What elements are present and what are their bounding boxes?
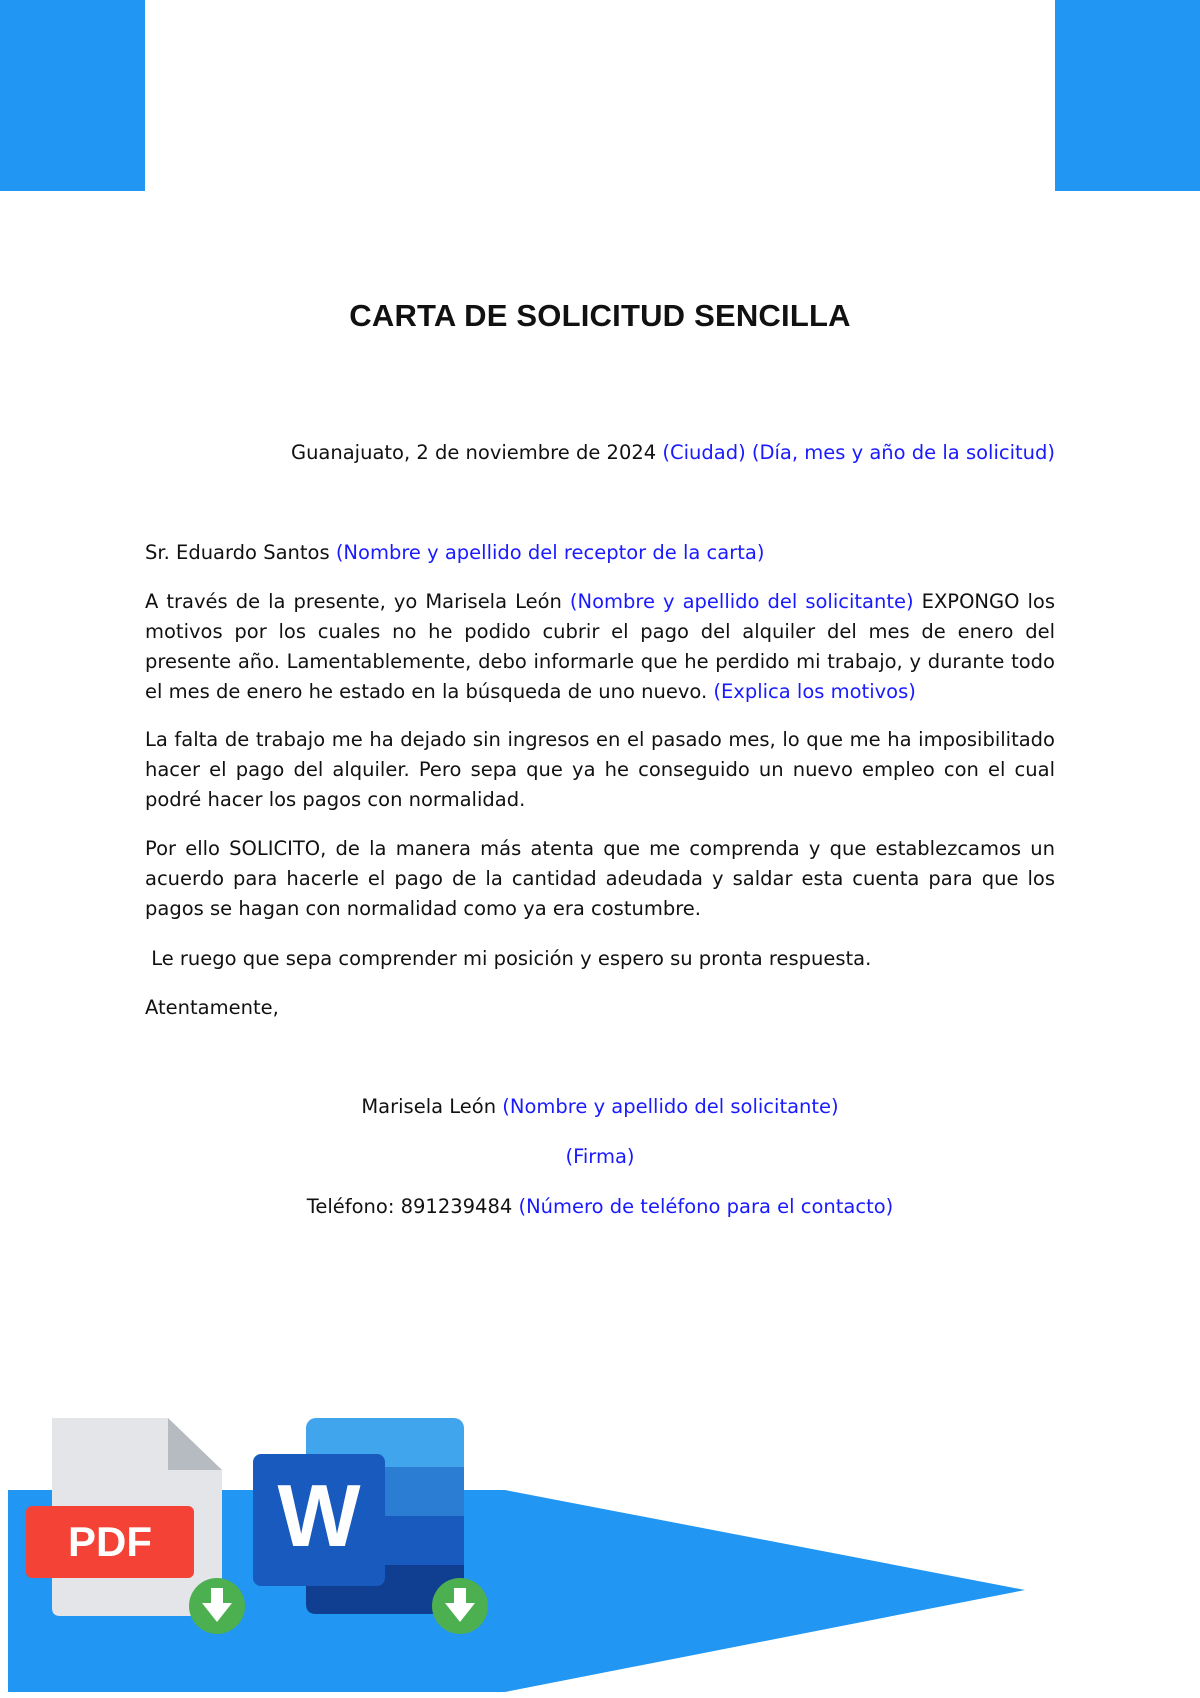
corner-decoration-left bbox=[0, 0, 145, 191]
paragraph-2: La falta de trabajo me ha dejado sin ingresos en el pasado mes, lo que me ha imposibilitado hacer el pago del alquiler. Pero sepa que ya he conseguido un nuevo empleo con el cual podré hacer los pagos con normalidad. bbox=[145, 728, 1055, 811]
footer-graphic bbox=[0, 1410, 1200, 1698]
signature-name-line bbox=[145, 1092, 1055, 1122]
recipient-text: Sr. Eduardo Santos bbox=[145, 541, 330, 564]
paragraph-1 bbox=[145, 587, 1055, 707]
signature-name: Marisela León bbox=[361, 1095, 497, 1118]
paragraph-1-hint-2: (Explica los motivos) bbox=[713, 680, 916, 703]
closing: Atentamente, bbox=[145, 996, 279, 1019]
paragraph-4-text: Le ruego que sepa comprender mi posición y espero su pronta respuesta. bbox=[151, 947, 872, 970]
date-text: Guanajuato, 2 de noviembre de 2024 bbox=[290, 441, 657, 464]
paragraph-4 bbox=[145, 944, 1055, 974]
paragraph-1-part-1: A través de la presente, yo Marisela León bbox=[145, 590, 562, 613]
document-title: CARTA DE SOLICITUD SENCILLA bbox=[349, 298, 851, 333]
pdf-download-icon[interactable] bbox=[189, 1578, 245, 1634]
phone-line bbox=[145, 1192, 1055, 1222]
corner-decoration-right bbox=[1055, 0, 1200, 191]
signature-name-hint: (Nombre y apellido del solicitante) bbox=[502, 1095, 839, 1118]
word-label: W bbox=[277, 1466, 361, 1565]
recipient-line bbox=[145, 538, 1055, 568]
recipient-hint: (Nombre y apellido del receptor de la carta) bbox=[335, 541, 765, 564]
pdf-label: PDF bbox=[68, 1518, 152, 1565]
signature-firma: (Firma) bbox=[565, 1145, 635, 1168]
signature-block bbox=[145, 1092, 1055, 1242]
date-hint: (Ciudad) (Día, mes y año de la solicitud) bbox=[662, 441, 1055, 464]
phone-label: Teléfono: 891239484 bbox=[306, 1195, 513, 1218]
paragraph-1-part-2: EXPONGO los motivos por los cuales no he podido cubrir el pago del alquiler del mes de enero del presente año. Lamentablemente, debo informarle que he perdido mi trabajo, y durante todo el mes de enero he estado en la búsqueda de uno nuevo. bbox=[145, 590, 1055, 703]
word-download-icon[interactable] bbox=[432, 1578, 488, 1634]
pdf-file-icon[interactable] bbox=[26, 1418, 245, 1634]
paragraph-3: Por ello SOLICITO, de la manera más atenta que me comprenda y que establezcamos un acuerdo para hacerle el pago de la cantidad adeudada y saldar esta cuenta para que los pagos se hagan con normalidad como ya era costumbre. bbox=[145, 837, 1055, 920]
date-line bbox=[145, 438, 1055, 468]
paragraph-1-hint-1: (Nombre y apellido del solicitante) bbox=[569, 590, 914, 613]
phone-hint: (Número de teléfono para el contacto) bbox=[518, 1195, 894, 1218]
